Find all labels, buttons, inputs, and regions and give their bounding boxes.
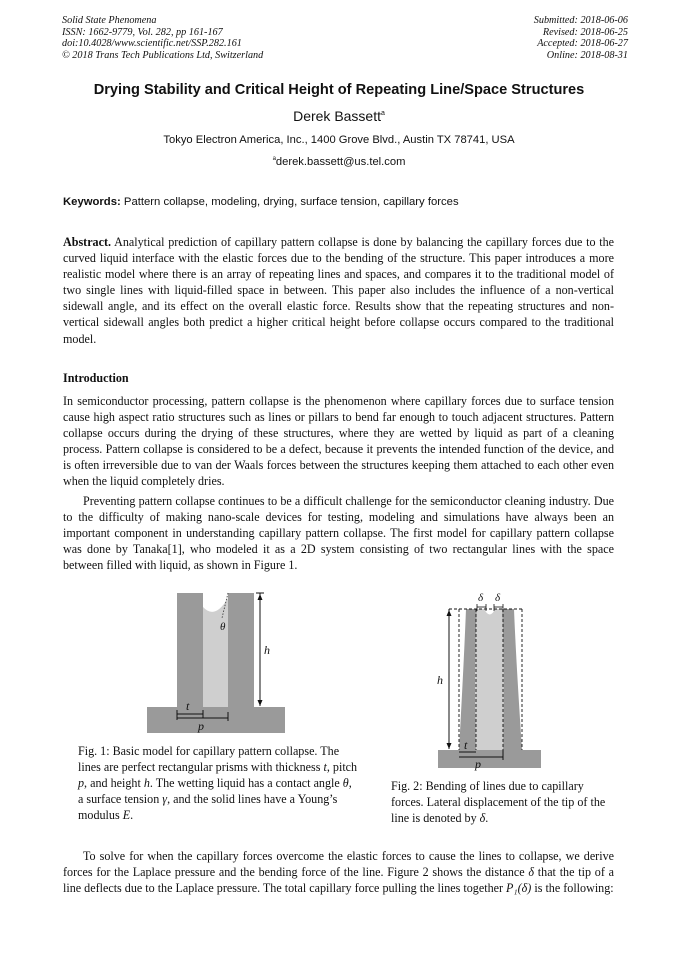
caption-text: Fig. 1: Basic model for capillary pattern collapse. The lines are perfect rectangular prisms with thickness <box>78 744 340 774</box>
math-h: h <box>143 776 150 790</box>
affiliation: Tokyo Electron America, Inc., 1400 Grove Blvd., Austin TX 78741, USA <box>163 134 515 146</box>
caption-text: . The wetting liquid has a contact angle <box>149 776 343 790</box>
math-p: p <box>78 776 85 790</box>
caption-text: . <box>485 811 489 825</box>
accepted-date: Accepted: 2018-06-27 <box>537 38 628 49</box>
online-date: Online: 2018-08-31 <box>546 49 628 61</box>
fig1-substrate <box>147 707 285 733</box>
journal-name: Solid State Phenomena <box>62 15 157 26</box>
fig2-liquid <box>475 609 504 750</box>
fig1-theta-label: θ <box>220 621 226 633</box>
fig2-right-line <box>502 609 522 750</box>
fig1-right-line <box>228 593 254 707</box>
intro-paragraph-2: Preventing pattern collapse continues to be a difficult challenge for the semiconductor cleaning industry. Due to the difficulty of making nano-scale devices for testing, modeling and simulations have always been an important component in understanding capillary pattern collapse. The first model for capillary pattern collapse was done by Tanaka[1], who modeled it as a 2D system consisting of two rectangular lines with the space between filled with liquid, as shown in Figure 1. <box>63 494 614 573</box>
paper-title: Drying Stability and Critical Height of Repeating Line/Space Structures <box>93 82 585 98</box>
issn: ISSN: 1662-9779, Vol. 282, pp 161-167 <box>62 26 223 38</box>
paragraph-text: is the following: <box>531 881 614 896</box>
abstract-label: Abstract. <box>63 235 112 249</box>
fig2-delta-right-label: δ <box>495 592 501 604</box>
math-theta: θ <box>342 776 349 790</box>
author-superscript: a <box>381 110 385 117</box>
intro-paragraph-3 <box>63 848 614 896</box>
fig2-t-label: t <box>464 738 468 752</box>
math-gamma: γ <box>162 792 168 806</box>
caption-text: , a surface tension <box>78 776 352 806</box>
math-delta: δ <box>528 865 535 880</box>
figure-1-caption <box>78 743 358 823</box>
caption-text: , and the solid lines have a Young’s modulus <box>78 792 338 822</box>
email-address[interactable]: derek.bassett@us.tel.com <box>275 156 406 168</box>
fig1-liquid <box>203 598 228 707</box>
doi: doi:10.4028/www.scientific.net/SSP.282.161 <box>62 38 242 49</box>
submitted-date: Submitted: 2018-06-06 <box>533 15 628 26</box>
paragraph-text: To solve for when the capillary forces overcome the elastic forces to cause the lines to collapse, we derive forces for the Laplace pressure and the bending force of the line. Figure 2 shows the distance <box>63 849 614 880</box>
fig1-h-label: h <box>264 643 270 657</box>
fig1-p-label: p <box>198 719 204 733</box>
caption-text: . <box>130 808 134 822</box>
math-delta: δ <box>479 811 486 825</box>
copyright: © 2018 Trans Tech Publications Ltd, Switzerland <box>62 49 264 61</box>
abstract-text: Analytical prediction of capillary pattern collapse is done by balancing the capillary forces due to the curved liquid interface with the elastic forces due to the bending of the structure. This paper introduces a more realistic model where there is an array of repeating lines and spaces, and compares it to the traditional model of two single lines with liquid-filled space in between. This paper also includes the influence of a non-vertical sidewall angle, and its effect on the overall elastic force. Results show that the repeating structures and non-vertical sidewall angles both predict a higher critical height before collapse occurs compared to the traditional model. <box>63 235 615 346</box>
author-name: Derek Bassett <box>293 108 382 124</box>
fig2-left-line <box>459 609 477 750</box>
math-E: E <box>122 808 131 822</box>
math-p1-delta: P₁(δ) <box>506 881 532 896</box>
fig1-left-line <box>177 593 203 707</box>
caption-text: , and height <box>84 776 144 790</box>
fig1-t-label: t <box>186 699 190 713</box>
fig2-p-label: p <box>475 757 481 771</box>
caption-text: , pitch <box>326 760 358 774</box>
keywords-label: Keywords: <box>63 196 121 208</box>
revised-date: Revised: 2018-06-25 <box>542 26 628 38</box>
email-marker: a <box>272 156 276 162</box>
paragraph-text: that the tip of a line deflects due to the Laplace pressure. The total capillary force pulling the lines together <box>63 865 614 896</box>
fig2-substrate <box>438 750 541 768</box>
section-heading-introduction: Introduction <box>63 371 129 385</box>
math-t: t <box>323 760 327 774</box>
keywords-text: Pattern collapse, modeling, drying, surface tension, capillary forces <box>123 196 459 208</box>
figure-2-caption <box>391 778 611 826</box>
fig2-h-label: h <box>437 673 443 687</box>
fig2-delta-left-label: δ <box>478 592 484 604</box>
caption-text: Fig. 2: Bending of lines due to capillary forces. Lateral displacement of the tip of the line is denoted by <box>391 779 606 825</box>
intro-paragraph-1: In semiconductor processing, pattern collapse is the phenomenon where capillary forces due to surface tension cause high aspect ratio structures such as lines or pillars to bend far enough to touch adjacent structures. Pattern collapse occurs during the drying of these structures, where they are wetted by liquid as part of a cleaning process. Pattern collapse is considered to be a defect, because it prevents the intended function of the device, and is often irreversible due to van der Waals forces between the structures keeping them attached to each other even when the liquid completely dries. <box>63 394 614 489</box>
